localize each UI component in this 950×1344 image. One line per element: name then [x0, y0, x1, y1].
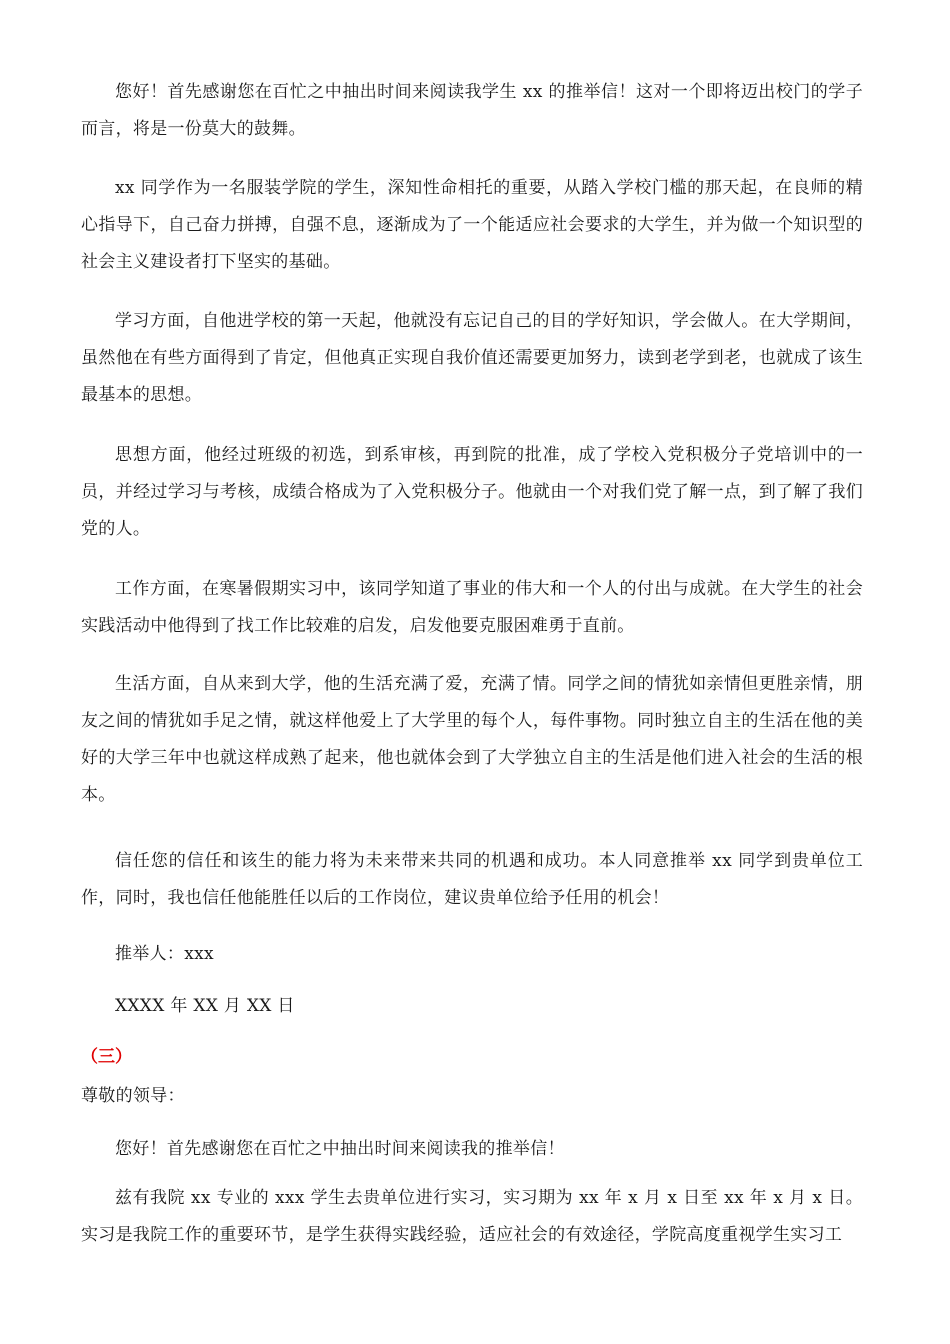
date-line: XXXX 年 XX 月 XX 日 — [115, 996, 295, 1016]
letter2-paragraph-6: 生活方面，自从来到大学，他的生活充满了爱，充满了情。同学之间的情犹如亲情但更胜亲情，朋友之间的情犹如手足之情，就这样他爱上了大学里的每个人，每件事物。同时独立自主的生活在他的美好的大学三年中也就这样成熟了起来，他也就体会到了大学独立自主的生活是他们进入社会的生活的根本。 — [81, 674, 863, 805]
section-heading-three: （三） — [81, 1047, 132, 1067]
letter3-paragraph-2: 兹有我院 xx 专业的 xxx 学生去贵单位进行实习，实习期为 xx 年 x 月 x 日至 xx 年 x 月 x 日。实习是我院工作的重要环节，是学生获得实践经验，适应社会的有效途径，学院高度重视学生实习工 — [81, 1188, 863, 1245]
letter2-paragraph-7: 信任您的信任和该生的能力将为未来带来共同的机遇和成功。本人同意推举 xx 同学到贵单位工作，同时，我也信任他能胜任以后的工作岗位，建议贵单位给予任用的机会！ — [81, 851, 863, 908]
salutation: 尊敬的领导： — [81, 1086, 185, 1106]
letter2-paragraph-5: 工作方面，在寒暑假期实习中，该同学知道了事业的伟大和一个人的付出与成就。在大学生的社会实践活动中他得到了找工作比较难的启发，启发他要克服困难勇于直前。 — [81, 579, 863, 636]
letter3-paragraph-1: 您好！首先感谢您在百忙之中抽出时间来阅读我的推举信！ — [115, 1139, 565, 1159]
letter2-paragraph-4: 思想方面，他经过班级的初选，到系审核，再到院的批准，成了学校入党积极分子党培训中的一员，并经过学习与考核，成绩合格成为了入党积极分子。他就由一个对我们党了解一点，到了解了我们党的人。 — [81, 445, 863, 539]
letter2-paragraph-3: 学习方面，自他进学校的第一天起，他就没有忘记自己的目的学好知识，学会做人。在大学期间，虽然他在有些方面得到了肯定，但他真正实现自我价值还需要更加努力，读到老学到老，也就成了该生最基本的思想。 — [81, 311, 863, 405]
letter2-paragraph-2: xx 同学作为一名服装学院的学生，深知性命相托的重要，从踏入学校门槛的那天起，在良师的精心指导下，自己奋力拼搏，自强不息，逐渐成为了一个能适应社会要求的大学生，并为做一个知识型的社会主义建设者打下坚实的基础。 — [81, 178, 863, 272]
signer-line: 推举人：xxx — [115, 944, 214, 964]
letter2-paragraph-1: 您好！首先感谢您在百忙之中抽出时间来阅读我学生 xx 的推举信！这对一个即将迈出校门的学子而言，将是一份莫大的鼓舞。 — [81, 82, 863, 139]
